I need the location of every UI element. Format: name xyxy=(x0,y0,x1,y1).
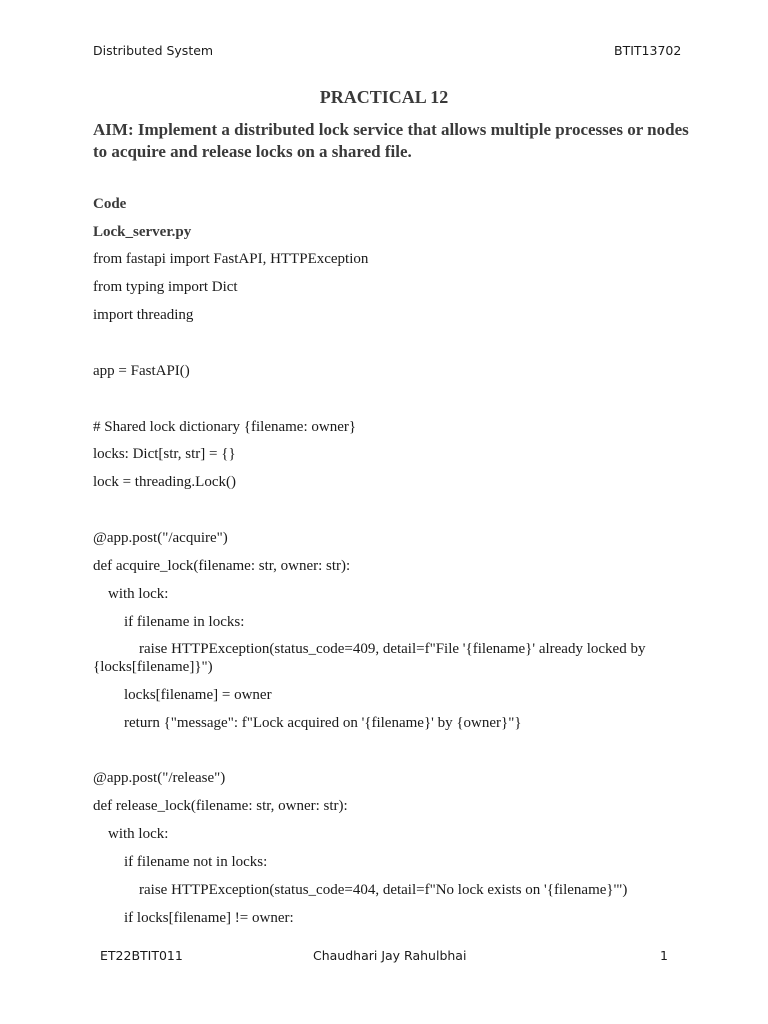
code-line: raise HTTPException(status_code=409, detail=f"File '{filename}' already locked by xyxy=(139,641,646,657)
code-line: locks[filename] = owner xyxy=(124,687,272,703)
code-line: raise HTTPException(status_code=404, detail=f"No lock exists on '{filename}'") xyxy=(139,882,628,898)
code-heading: Code xyxy=(93,196,127,212)
code-line: locks: Dict[str, str] = {} xyxy=(93,446,236,462)
code-line: {locks[filename]}") xyxy=(93,659,213,675)
footer-enrollment-id: ET22BTIT011 xyxy=(100,948,183,963)
code-line: def acquire_lock(filename: str, owner: str): xyxy=(93,558,351,574)
code-line: def release_lock(filename: str, owner: str): xyxy=(93,798,348,814)
page-title: PRACTICAL 12 xyxy=(319,87,449,107)
code-line: if filename in locks: xyxy=(124,614,245,630)
code-line: import threading xyxy=(93,307,194,323)
footer-page-number: 1 xyxy=(660,948,668,963)
code-line: from typing import Dict xyxy=(93,279,238,295)
code-line: app = FastAPI() xyxy=(93,363,190,379)
header-course-name: Distributed System xyxy=(93,43,214,58)
code-line: @app.post("/acquire") xyxy=(93,530,228,546)
aim-statement: AIM: Implement a distributed lock service that allows multiple processes or nodes to acquire and release locks on a shared file. xyxy=(93,120,689,161)
code-line: lock = threading.Lock() xyxy=(93,474,236,490)
code-line: if locks[filename] != owner: xyxy=(124,910,294,926)
code-line: @app.post("/release") xyxy=(93,770,226,786)
code-line: with lock: xyxy=(108,586,169,602)
code-line: if filename not in locks: xyxy=(124,854,268,870)
code-line: with lock: xyxy=(108,826,169,842)
code-line: return {"message": f"Lock acquired on '{filename}' by {owner}"} xyxy=(124,715,522,731)
code-line: # Shared lock dictionary {filename: owner} xyxy=(93,419,357,435)
code-line: from fastapi import FastAPI, HTTPException xyxy=(93,251,369,267)
header-course-code: BTIT13702 xyxy=(614,43,682,58)
file-name-label: Lock_server.py xyxy=(93,224,192,240)
footer-student-name: Chaudhari Jay Rahulbhai xyxy=(313,948,467,963)
